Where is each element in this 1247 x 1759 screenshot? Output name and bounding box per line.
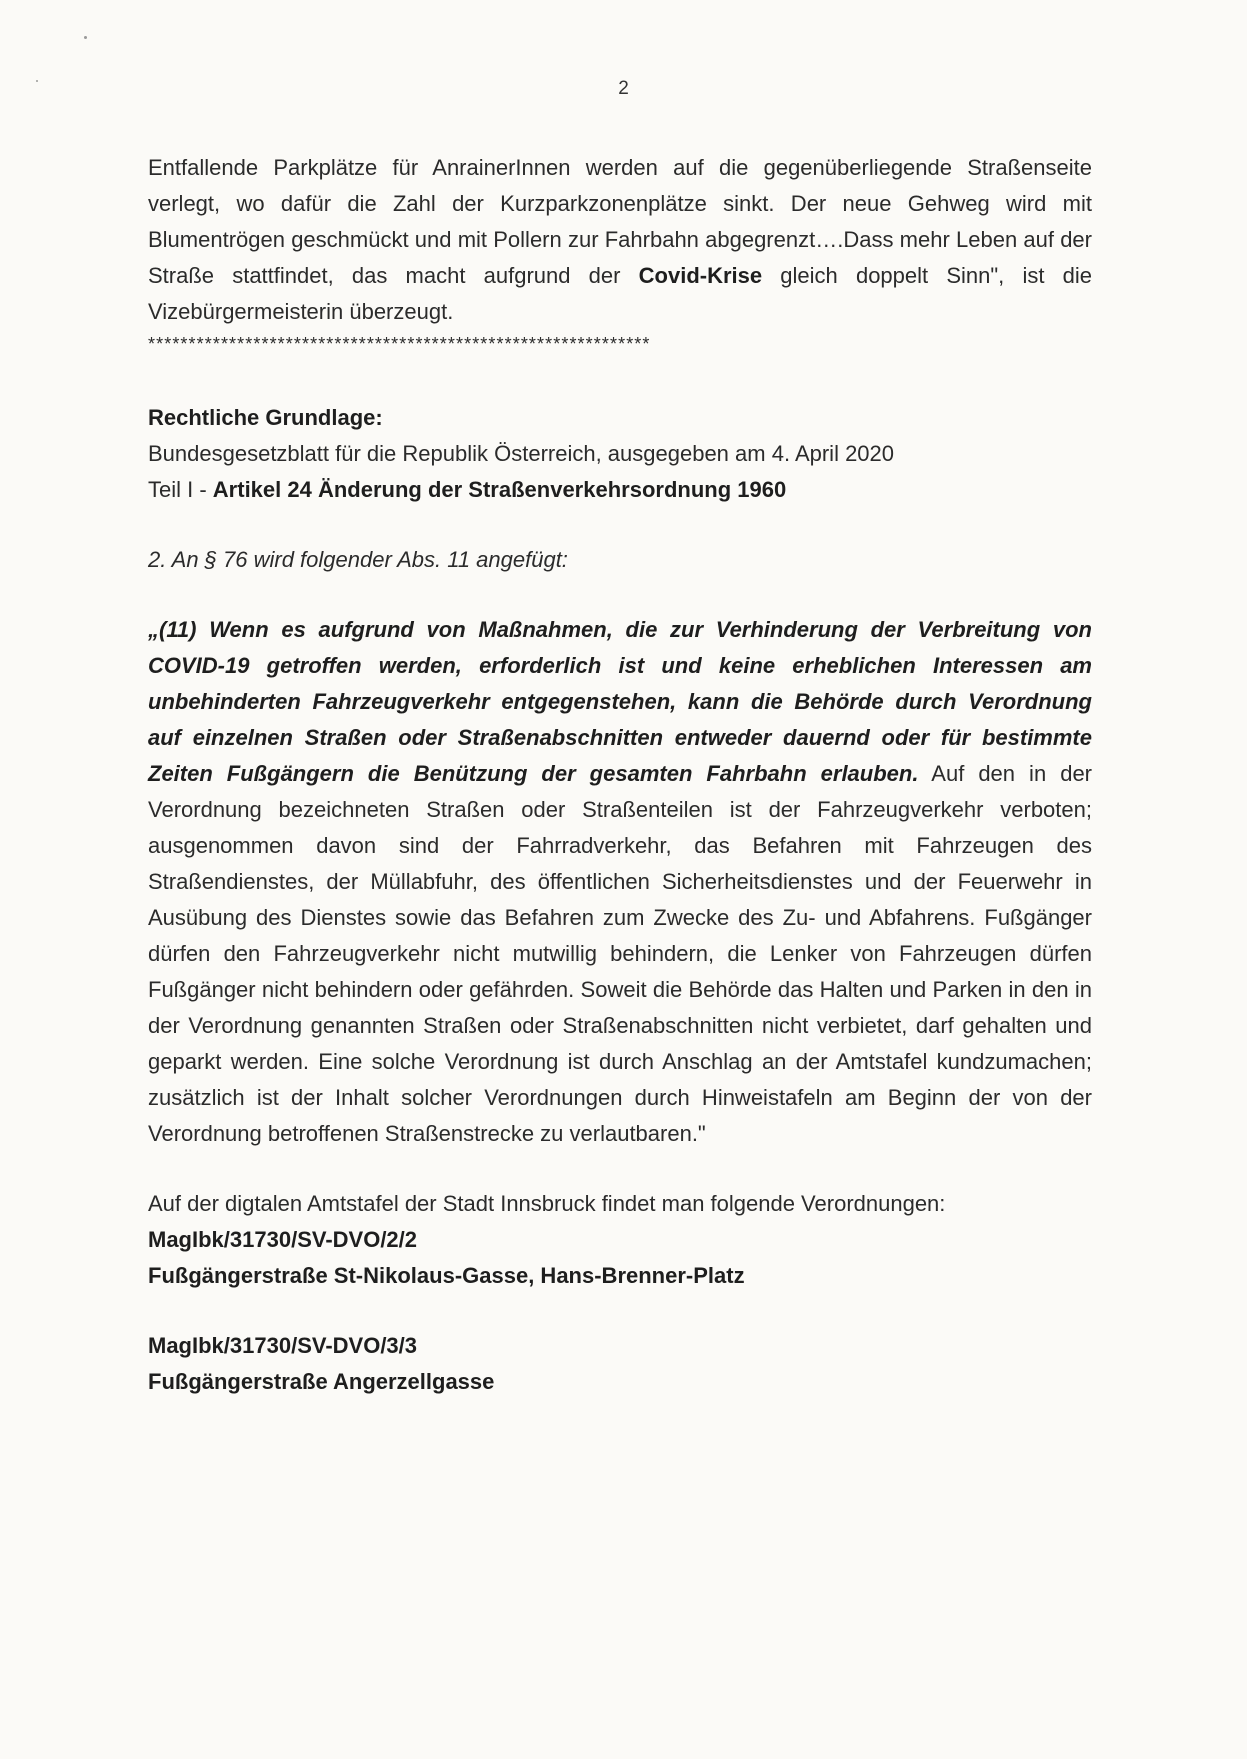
amtstafel-intro: Auf der digtalen Amtstafel der Stadt Innsbruck findet man folgende Verordnungen: [148,1191,946,1216]
intro-text-part2: gleich doppelt Sinn", ist die Vizebürgermeisterin überzeugt. [148,263,1092,324]
intro-bold-covid: Covid-Krise [638,263,763,288]
legal-basis-article-title: Artikel 24 Änderung der Straßenverkehrsordnung 1960 [212,477,787,502]
intro-paragraph [148,150,1092,330]
ordinance-title: Fußgängerstraße St-Nikolaus-Gasse, Hans-Brenner-Platz [148,1263,745,1288]
page-content [148,150,1092,1400]
amendment-intro: 2. An § 76 wird folgender Abs. 11 angefügt: [148,547,568,572]
separator-stars: ************************************************************** [148,334,651,354]
intro-text-part1: Entfallende Parkplätze für AnrainerInnen werden auf die gegenüberliegende Straßenseite verlegt, wo dafür die Zahl der Kurzparkzonenplätze sinkt. Der neue Gehweg wird mit Blumentrögen geschmückt und mit Pollern zur Fahrbahn abgegrenzt….Dass mehr Leben auf der Straße stattfindet, das macht aufgrund der [148,155,1092,288]
legal-basis-heading: Rechtliche Grundlage: [148,405,383,430]
legal-basis-line2-prefix: Teil I - [148,477,213,502]
section-11-paragraph [148,612,1092,1152]
ordinance-number: MagIbk/31730/SV-DVO/2/2 [148,1227,418,1252]
ordinance-title: Fußgängerstraße Angerzellgasse [148,1369,495,1394]
legal-basis-line2 [148,472,1092,508]
section-11-normal: Auf den in der Verordnung bezeichneten Straßen oder Straßenteilen ist der Fahrzeugverkehr verboten; ausgenommen davon sind der Fahrradverkehr, das Befahren mit Fahrzeugen des Straßendienstes, der Müllabfuhr, des öffentlichen Sicherheitsdienstes und der Feuerwehr in Ausübung des Dienstes sowie das Befahren zum Zwecke des Zu- und Abfahrens. Fußgänger dürfen den Fahrzeugverkehr nicht mutwillig behindern, die Lenker von Fahrzeugen dürfen Fußgänger nicht behindern oder gefährden. Soweit die Behörde das Halten und Parken in den in der Verordnung genannten Straßen oder Straßenabschnitten nicht verbietet, darf gehalten und geparkt werden. Eine solche Verordnung ist durch Anschlag an der Amtstafel kundzumachen; zusätzlich ist der Inhalt solcher Verordnungen durch Hinweistafeln am Beginn der von der Verordnung betroffenen Straßenstrecke zu verlautbaren." [148,761,1092,1146]
legal-basis-line1: Bundesgesetzblatt für die Republik Österreich, ausgegeben am 4. April 2020 [148,441,895,466]
page-number: 2 [618,78,629,99]
scan-speck [84,36,87,39]
section-11-bold-italic: „(11) Wenn es aufgrund von Maßnahmen, die zur Verhinderung der Verbreitung von COVID-19 getroffen werden, erforderlich ist und keine erheblichen Interessen am unbehinderten Fahrzeugverkehr entgegenstehen, kann die Behörde durch Verordnung auf einzelnen Straßen oder Straßenabschnitten entweder dauernd oder für bestimmte Zeiten Fußgängern die Benützung der gesamten Fahrbahn erlauben. [148,617,1092,786]
ordinance-number: MagIbk/31730/SV-DVO/3/3 [148,1333,418,1358]
